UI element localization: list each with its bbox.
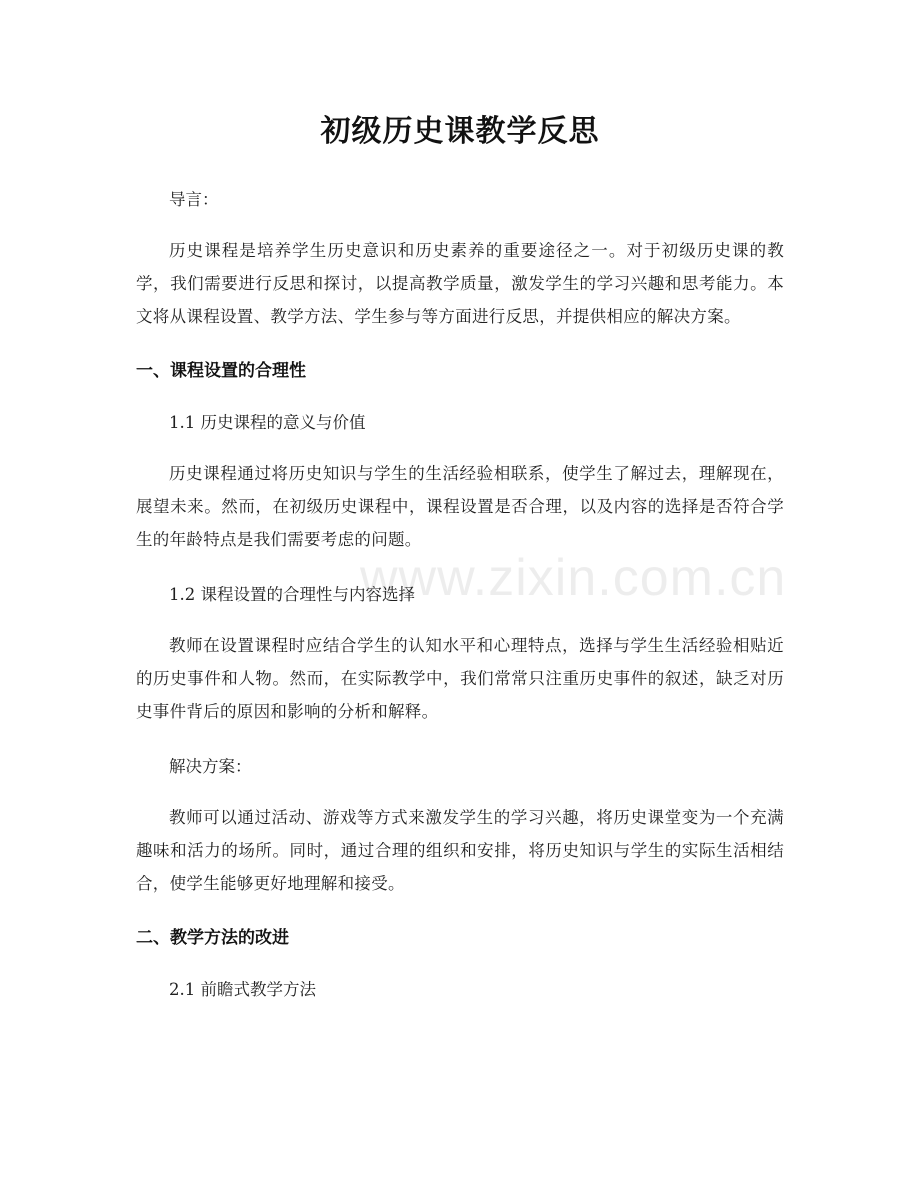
section-heading-1: 一、课程设置的合理性 <box>136 361 306 381</box>
intro-paragraph: 历史课程是培养学生历史意识和历史素养的重要途径之一。对于初级历史课的教学，我们需要进行反思和探讨，以提高教学质量，激发学生的学习兴趣和思考能力。本文将从课程设置、教学方法、学生参与等方面进行反思，并提供相应的解决方案。 <box>136 241 784 326</box>
subsection-heading-2-1: 2.1 前瞻式教学方法 <box>169 980 316 999</box>
paragraph-1-1: 历史课程通过将历史知识与学生的生活经验相联系，使学生了解过去，理解现在，展望未来。然而，在初级历史课程中，课程设置是否合理，以及内容的选择是否符合学生的年龄特点是我们需要考虑的问题。 <box>136 464 784 549</box>
paragraph-1-2: 教师在设置课程时应结合学生的认知水平和心理特点，选择与学生生活经验相贴近的历史事件和人物。然而，在实际教学中，我们常常只注重历史事件的叙述，缺乏对历史事件背后的原因和影响的分析和解释。 <box>136 636 784 721</box>
subsection-heading-1-1: 1.1 历史课程的意义与价值 <box>169 413 366 432</box>
solution-paragraph: 教师可以通过活动、游戏等方式来激发学生的学习兴趣，将历史课堂变为一个充满趣味和活力的场所。同时，通过合理的组织和安排，将历史知识与学生的实际生活相结合，使学生能够更好地理解和接受。 <box>136 808 784 893</box>
watermark-text: www.zixin.com.cn <box>360 549 787 607</box>
document-body <box>136 183 787 1024</box>
document-title: 初级历史课教学反思 <box>320 114 600 149</box>
intro-label: 导言： <box>169 190 219 209</box>
section-heading-2: 二、教学方法的改进 <box>136 928 289 948</box>
subsection-heading-1-2: 1.2 课程设置的合理性与内容选择 <box>169 585 415 604</box>
solution-label: 解决方案： <box>169 757 252 776</box>
